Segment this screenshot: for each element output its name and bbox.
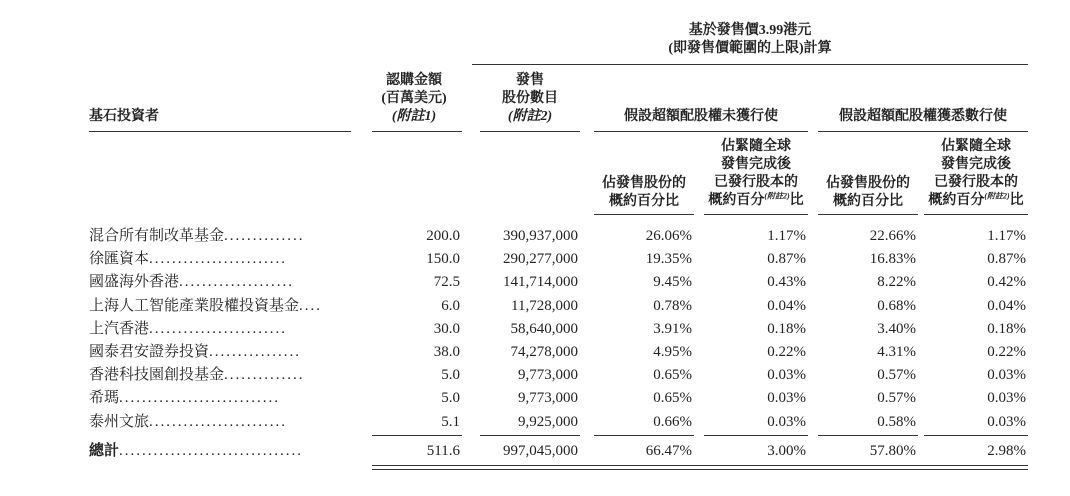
total-dots: ................................ (119, 443, 304, 459)
table-cell-a1: 0.78% (653, 298, 692, 314)
b2-col-header (924, 138, 1028, 210)
leader-dots: .............. (224, 367, 305, 383)
table-cell-b1: 0.57% (877, 390, 916, 406)
a1-col-line1: 佔發售股份的 (602, 176, 686, 191)
leader-dots: ........................ (149, 414, 288, 430)
leader-dots: ............................ (119, 390, 281, 406)
shares-col-line1: 發售 (516, 73, 544, 88)
investor-name: 希瑪 (89, 390, 120, 406)
table-cell-b1: 0.57% (877, 367, 916, 383)
investor-name: 國盛海外香港 (89, 274, 180, 290)
b2-col-line4-suffix: 比 (1009, 193, 1024, 208)
price-group-line2: (即發售價範圍的上限)計算 (668, 41, 832, 56)
b2-col-line3: 已發行股本的 (934, 175, 1018, 190)
table-cell-a2: 0.18% (767, 321, 806, 337)
table-cell-shares: 74,278,000 (510, 344, 578, 360)
total-b2: 2.98% (987, 443, 1026, 459)
table-cell-amount: 5.0 (441, 367, 460, 383)
price-group-rule (472, 64, 1028, 65)
leader-dots: ................ (209, 344, 302, 360)
table-row-investor (89, 225, 351, 247)
table-cell-a2: 0.04% (767, 298, 806, 314)
a1-header-rule (594, 214, 694, 215)
total-double-rule-1 (372, 465, 1028, 466)
investor-name: 上汽香港 (89, 321, 150, 337)
table-cell-a2: 0.87% (767, 251, 806, 267)
table-cell-b2: 0.42% (987, 274, 1026, 290)
a2-col-line1: 佔緊隨全球 (721, 139, 791, 154)
table-cell-b1: 3.40% (877, 321, 916, 337)
leader-dots: .............. (224, 228, 305, 244)
table-cell-shares: 11,728,000 (511, 298, 578, 314)
table-cell-a2: 0.03% (767, 390, 806, 406)
a2-col-line4 (704, 192, 808, 210)
a2-header-rule (704, 214, 808, 215)
shares-header-rule (480, 131, 580, 132)
amount-col-line1: 認購金額 (386, 73, 442, 88)
table-cell-a1: 19.35% (645, 251, 692, 267)
total-a2: 3.00% (767, 443, 806, 459)
total-rule-b1 (818, 435, 918, 436)
b2-col-line4-text: 概約百分 (928, 193, 985, 208)
table-row-investor (89, 271, 351, 293)
table-cell-amount: 30.0 (433, 321, 460, 337)
table-cell-a1: 0.66% (653, 414, 692, 430)
investor-col-header: 基石投資者 (89, 109, 159, 124)
leader-dots: .................... (179, 274, 295, 290)
total-amount: 511.6 (426, 443, 460, 459)
a2-col-line4-suffix: 比 (789, 193, 804, 208)
scenario-b-rule (818, 131, 1028, 132)
b2-col-line1: 佔緊隨全球 (941, 139, 1011, 154)
total-rule-amount (372, 435, 462, 436)
table-cell-b1: 8.22% (877, 274, 916, 290)
a2-col-line4-text: 概約百分 (708, 193, 765, 208)
table-cell-b1: 22.66% (869, 228, 916, 244)
table-cell-shares: 58,640,000 (510, 321, 578, 337)
total-rule-b2 (924, 435, 1028, 436)
table-cell-a1: 4.95% (653, 344, 692, 360)
table-cell-b2: 0.03% (987, 390, 1026, 406)
table-cell-amount: 38.0 (433, 344, 460, 360)
table-row-investor (89, 364, 351, 386)
table-cell-amount: 150.0 (426, 251, 460, 267)
total-rule-shares (480, 435, 580, 436)
b2-col-line4 (924, 192, 1028, 210)
total-name: 總計 (89, 443, 120, 459)
investor-name: 混合所有制改革基金 (89, 228, 225, 244)
total-b1: 57.80% (869, 443, 916, 459)
a2-col-line3: 已發行股本的 (714, 175, 798, 190)
table-cell-b2: 0.03% (987, 367, 1026, 383)
table-row-investor (89, 318, 351, 340)
a2-col-line2: 發售完成後 (721, 157, 791, 172)
table-cell-a1: 3.91% (653, 321, 692, 337)
b1-header-rule (818, 214, 918, 215)
b1-col-header (818, 175, 918, 211)
total-rule-a1 (594, 435, 694, 436)
amount-col-header (366, 72, 462, 126)
shares-col-line2: 股份數目 (502, 91, 558, 106)
total-shares: 997,045,000 (503, 443, 578, 459)
amount-header-rule (372, 131, 462, 132)
total-double-rule-2 (372, 469, 1028, 470)
table-cell-b1: 4.31% (877, 344, 916, 360)
a2-col-header (704, 138, 808, 210)
table-cell-shares: 9,925,000 (518, 414, 578, 430)
amount-col-line2: (百萬美元) (381, 91, 447, 106)
total-rule-a2 (704, 435, 808, 436)
investor-name: 上海人工智能產業股權投資基金 (89, 298, 300, 314)
table-cell-shares: 390,937,000 (503, 228, 578, 244)
table-cell-b2: 0.87% (987, 251, 1026, 267)
table-cell-a1: 0.65% (653, 367, 692, 383)
table-cell-a2: 0.22% (767, 344, 806, 360)
investor-name: 泰州文旅 (89, 414, 150, 430)
table-cell-amount: 5.1 (441, 414, 460, 430)
table-row-investor (89, 295, 351, 317)
leader-dots: ........................ (149, 321, 288, 337)
table-cell-a1: 0.65% (653, 390, 692, 406)
table-cell-a2: 0.03% (767, 414, 806, 430)
price-group-line1: 基於發售價3.99港元 (688, 23, 812, 38)
scenario-not-exercised-header: 假設超額配股權未獲行使 (624, 109, 778, 124)
investor-name: 國泰君安證券投資 (89, 344, 210, 360)
table-cell-shares: 9,773,000 (518, 367, 578, 383)
b2-col-note: (附註2) (984, 191, 1010, 201)
shares-col-header (480, 72, 580, 126)
table-cell-b2: 0.03% (987, 414, 1026, 430)
a2-col-note: (附註2) (764, 191, 790, 201)
table-cell-a1: 9.45% (653, 274, 692, 290)
b1-col-line1: 佔發售股份的 (826, 176, 910, 191)
table-cell-shares: 141,714,000 (503, 274, 578, 290)
table-cell-amount: 5.0 (441, 390, 460, 406)
table-cell-shares: 9,773,000 (518, 390, 578, 406)
shares-col-note: (附註2) (507, 109, 553, 124)
b2-header-rule (924, 214, 1028, 215)
scenario-fully-exercised-header: 假設超額配股權獲悉數行使 (839, 109, 1007, 124)
a1-col-line2: 概約百分比 (609, 194, 679, 209)
table-cell-a2: 0.03% (767, 367, 806, 383)
table-cell-b1: 0.58% (877, 414, 916, 430)
table-cell-a2: 0.43% (767, 274, 806, 290)
table-row-investor (89, 411, 351, 433)
table-cell-b2: 0.22% (987, 344, 1026, 360)
amount-col-note: (附註1) (391, 109, 437, 124)
table-cell-b2: 0.18% (987, 321, 1026, 337)
leader-dots: ........................ (149, 251, 288, 267)
table-row-investor (89, 341, 351, 363)
table-cell-a1: 26.06% (645, 228, 692, 244)
investor-name: 香港科技園創投基金 (89, 367, 225, 383)
table-cell-amount: 200.0 (426, 228, 460, 244)
total-label (89, 440, 351, 462)
table-cell-amount: 72.5 (433, 274, 460, 290)
investor-header-rule (89, 131, 351, 132)
table-cell-b1: 16.83% (869, 251, 916, 267)
table-cell-a2: 1.17% (767, 228, 806, 244)
table-cell-shares: 290,277,000 (503, 251, 578, 267)
total-a1: 66.47% (645, 443, 692, 459)
table-row-investor (89, 387, 351, 409)
investor-name: 徐匯資本 (89, 251, 150, 267)
table-cell-b2: 1.17% (987, 228, 1026, 244)
leader-dots: .... (299, 298, 323, 314)
price-group-header (472, 22, 1028, 58)
table-cell-b1: 0.68% (877, 298, 916, 314)
table-cell-b2: 0.04% (987, 298, 1026, 314)
table-row-investor (89, 248, 351, 270)
a1-col-header (594, 175, 694, 211)
scenario-a-rule (594, 131, 808, 132)
b1-col-line2: 概約百分比 (833, 194, 903, 209)
table-cell-amount: 6.0 (441, 298, 460, 314)
b2-col-line2: 發售完成後 (941, 157, 1011, 172)
